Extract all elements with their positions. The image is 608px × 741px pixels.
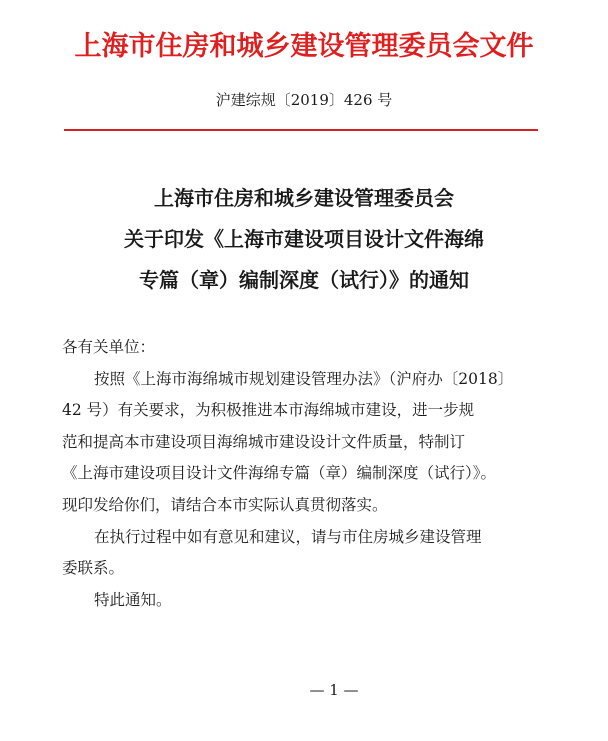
title-line: 专篇（章）编制深度（试行）》的通知 bbox=[139, 268, 469, 292]
paragraph-line: 在执行过程中如有意见和建议，请与市住房城乡建设管理 bbox=[94, 527, 482, 546]
salutation: 各有关单位： bbox=[62, 338, 156, 356]
document-number: 沪建综规〔2019〕426 号 bbox=[215, 91, 393, 109]
paragraph-line: 委联系。 bbox=[62, 559, 125, 578]
paragraph-line: 现印发给你们，请结合本市实际认真贯彻落实。 bbox=[62, 495, 388, 514]
title-line: 关于印发《上海市建设项目设计文件海绵 bbox=[124, 227, 484, 251]
notice-body bbox=[62, 332, 548, 616]
paragraph-line: 范和提高本市建设项目海绵城市建设设计文件质量，特制订 bbox=[62, 432, 466, 451]
paragraph-line: 42 号）有关要求，为积极推进本市海绵城市建设，进一步规 bbox=[62, 401, 475, 420]
closing-line: 特此通知。 bbox=[94, 590, 172, 609]
red-divider-rule bbox=[64, 129, 538, 131]
paragraph-line: 《上海市建设项目设计文件海绵专篇（章）编制深度（试行）》。 bbox=[62, 464, 497, 483]
agency-header: 上海市住房和城乡建设管理委员会文件 bbox=[74, 31, 534, 62]
page-number: — 1 — bbox=[309, 681, 359, 699]
paragraph-line: 按照《上海市海绵城市规划建设管理办法》（沪府办〔2018〕 bbox=[94, 369, 514, 388]
notice-title bbox=[0, 178, 608, 301]
title-line: 上海市住房和城乡建设管理委员会 bbox=[154, 186, 454, 210]
